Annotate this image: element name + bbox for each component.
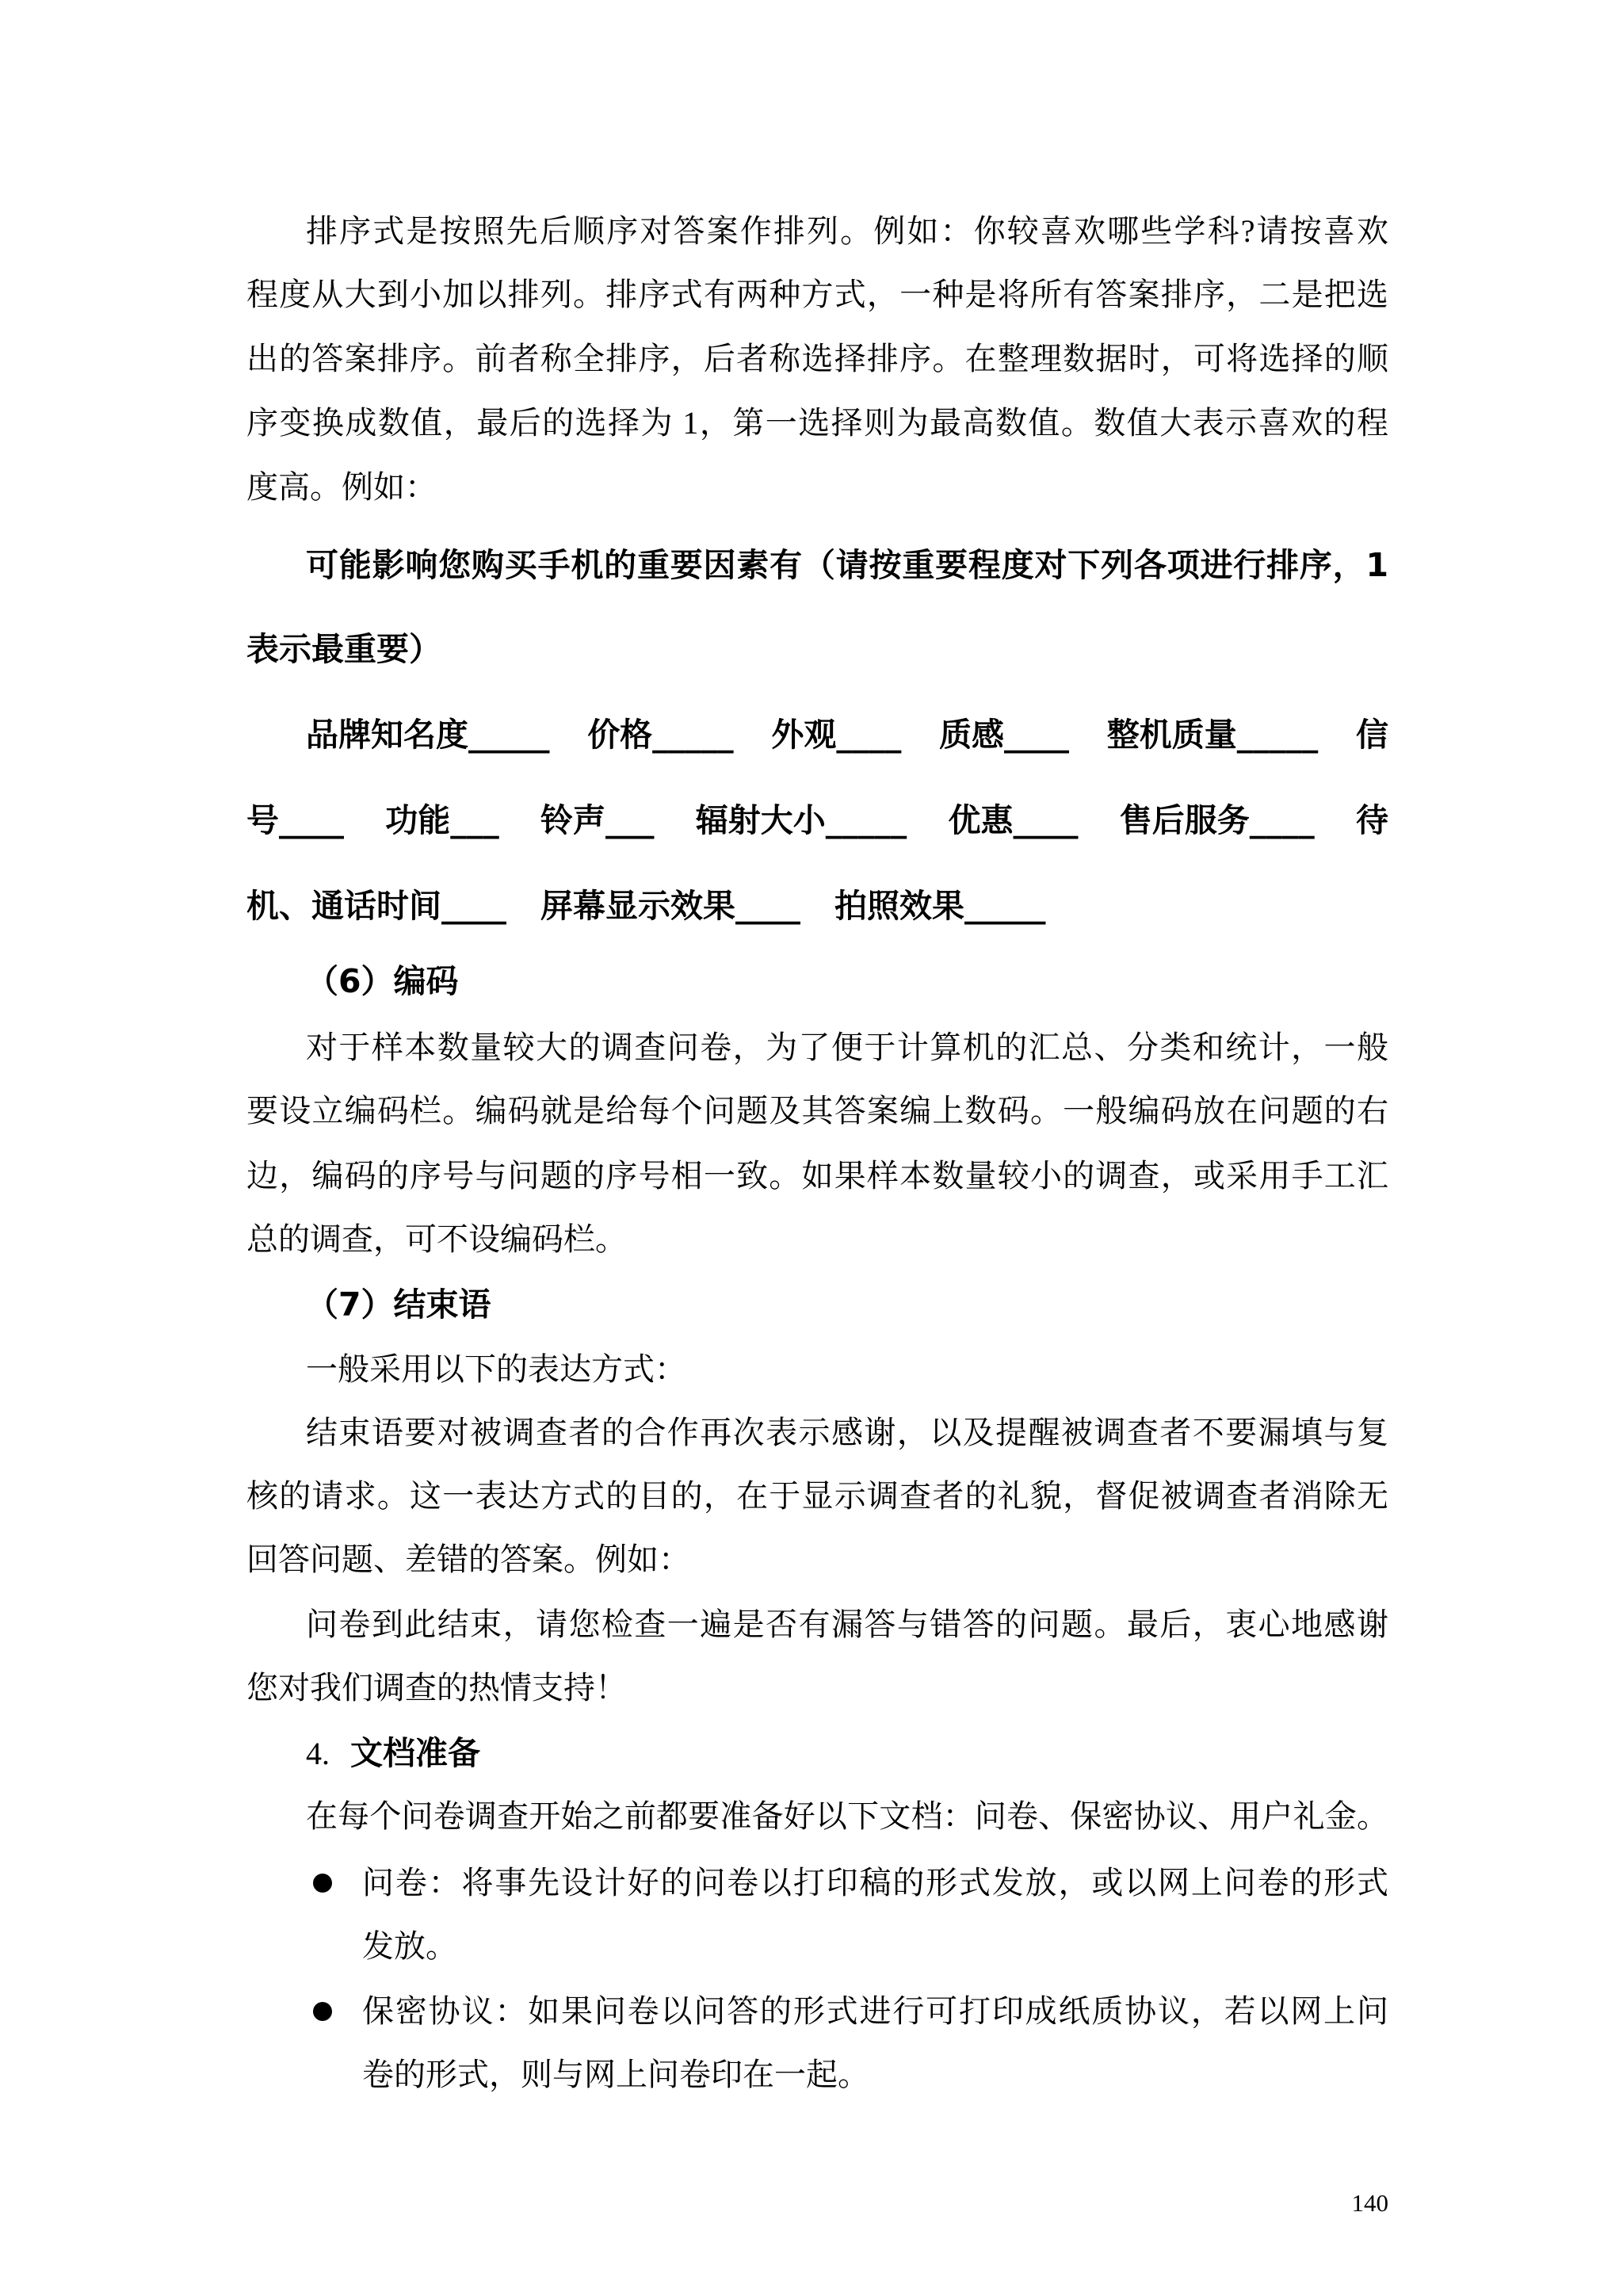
paragraph-line: 回答问题、差错的答案。例如：	[246, 1541, 690, 1577]
option-item: 售后服务____	[1119, 801, 1315, 839]
bullet-line: 卷的形式，则与网上问卷印在一起。	[362, 2057, 869, 2092]
option-item: 号____	[246, 801, 344, 839]
paragraph-line: 结束语要对被调查者的合作再次表示感谢，以及提醒被调查者不要漏填与复	[306, 1415, 1388, 1450]
paragraph-line: 边，编码的序号与问题的序号相一致。如果样本数量较小的调查，或采用手工汇	[246, 1158, 1388, 1194]
option-item: 质感____	[939, 716, 1070, 754]
option-line	[246, 874, 1388, 938]
option-item: 辐射大小_____	[695, 801, 907, 839]
question-text-line: 表示最重要）	[246, 630, 441, 668]
paragraph-line: 要设立编码栏。编码就是给每个问题及其答案编上数码。一般编码放在问题的右	[246, 1093, 1388, 1129]
paragraph-line: 序变换成数值，最后的选择为 1，第一选择则为最高数值。数值大表示喜欢的程	[246, 405, 1388, 441]
paragraph-line: 出的答案排序。前者称全排序，后者称选择排序。在整理数据时，可将选择的顺	[246, 341, 1388, 376]
paragraph-line: 程度从大到小加以排列。排序式有两种方式，一种是将所有答案排序，二是把选	[246, 277, 1388, 312]
bullet-line: 问卷：将事先设计好的问卷以打印稿的形式发放，或以网上问卷的形式	[362, 1865, 1388, 1901]
paragraph-line: 度高。例如：	[246, 469, 437, 505]
option-line	[246, 789, 1388, 852]
option-item: 功能___	[385, 801, 499, 839]
option-item: 价格_____	[587, 716, 734, 754]
option-item: 整机质量_____	[1106, 716, 1319, 754]
option-line	[306, 703, 1388, 766]
paragraph-line: 一般采用以下的表达方式：	[306, 1351, 686, 1387]
bullet-icon	[313, 2002, 332, 2021]
bullet-line: 保密协议：如果问卷以问答的形式进行可打印成纸质协议，若以网上问	[362, 1993, 1388, 2029]
page-number: 140	[1351, 2189, 1388, 2217]
example-line: 您对我们调查的热情支持！	[246, 1670, 627, 1706]
bullet-line: 发放。	[362, 1928, 457, 1964]
option-item: 机、通话时间____	[246, 887, 506, 925]
paragraph-line: 核的请求。这一表达方式的目的，在于显示调查者的礼貌，督促被调查者消除无	[246, 1478, 1388, 1514]
paragraph-line: 对于样本数量较大的调查问卷，为了便于计算机的汇总、分类和统计，一般	[306, 1030, 1388, 1065]
option-item: 屏幕显示效果____	[540, 887, 800, 925]
section-heading	[306, 1721, 1388, 1785]
option-item: 信	[1355, 716, 1388, 754]
section-heading: （7）结束语	[306, 1286, 491, 1324]
option-item: 品牌知名度_____	[306, 716, 550, 754]
section-heading: （6）编码	[306, 962, 459, 1000]
section-title: 文档准备	[350, 1734, 480, 1772]
section-number: 4.	[306, 1736, 330, 1771]
bullet-icon	[313, 1874, 332, 1893]
example-line: 问卷到此结束，请您检查一遍是否有漏答与错答的问题。最后，衷心地感谢	[306, 1606, 1388, 1642]
option-item: 铃声___	[540, 801, 655, 839]
question-text-line: 可能影响您购买手机的重要因素有（请按重要程度对下列各项进行排序，1	[306, 546, 1388, 584]
paragraph-line: 总的调查，可不设编码栏。	[246, 1221, 627, 1257]
paragraph-line: 在每个问卷调查开始之前都要准备好以下文档：问卷、保密协议、用户礼金。	[306, 1798, 1388, 1834]
option-item: 优惠____	[948, 801, 1079, 839]
option-item: 外观____	[771, 716, 902, 754]
option-item: 拍照效果_____	[834, 887, 1046, 925]
option-item: 待	[1356, 801, 1388, 839]
paragraph-line: 排序式是按照先后顺序对答案作排列。例如：你较喜欢哪些学科?请按喜欢	[306, 213, 1388, 249]
